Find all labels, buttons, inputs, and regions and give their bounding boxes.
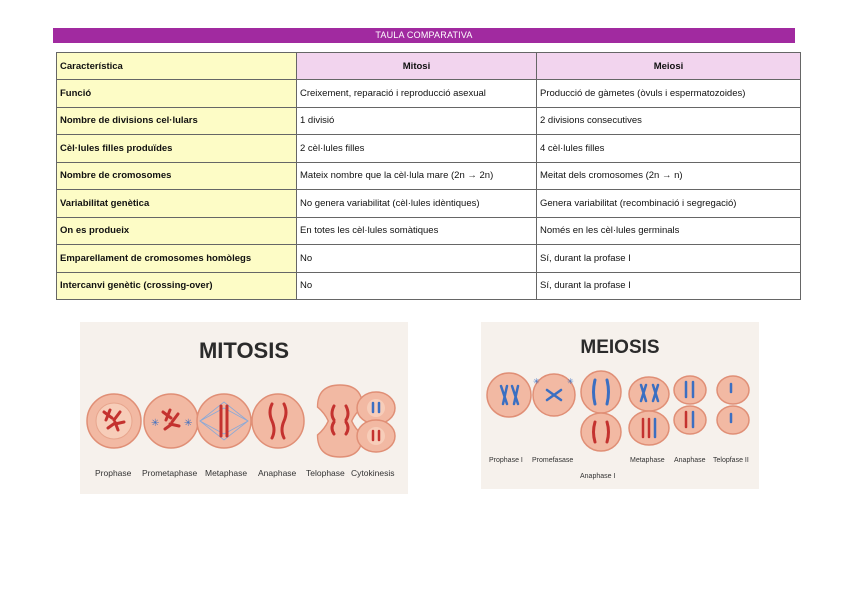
cell-promefasase [533, 374, 575, 416]
cell-telophase [318, 385, 363, 457]
header-mitosis: Mitosi [297, 53, 537, 80]
meiosis-cell: 2 divisions consecutives [537, 107, 801, 135]
row-label: Nombre de divisions cel·lulars [57, 107, 297, 135]
cell-metaphase-top [629, 377, 669, 411]
stage-label: Prophase I [489, 457, 523, 464]
cell-metaphase [197, 394, 251, 448]
cell-anaphase-i-top [581, 371, 621, 413]
cell-anaphase-i-bottom [581, 413, 621, 451]
row-label: Cèl·lules filles produïdes [57, 135, 297, 163]
mitosis-title: MITOSIS [198, 338, 290, 363]
stage-label: Cytokinesis [351, 468, 395, 478]
cell-metaphase-bottom [629, 411, 669, 445]
row-label: Funció [57, 80, 297, 108]
table-row [57, 80, 801, 108]
stage-label: Anaphase [674, 457, 706, 464]
meiosis-cell: Genera variabilitat (recombinació i segregació) [537, 190, 801, 218]
svg-text:✳: ✳ [184, 418, 193, 429]
table-row [57, 245, 801, 273]
row-label: Emparellament de cromosomes homòlegs [57, 245, 297, 273]
table-row [57, 272, 801, 300]
row-label: Intercanvi genètic (crossing-over) [57, 272, 297, 300]
cell-telopfase-bottom [717, 406, 749, 434]
cell-prophase-i [487, 373, 531, 417]
meiosis-cell: Producció de gàmetes (òvuls i espermatozoides) [537, 80, 801, 108]
mitosis-diagram [80, 322, 408, 494]
row-label: Variabilitat genètica [57, 190, 297, 218]
row-label: On es produeix [57, 217, 297, 245]
mitosis-cell: No [297, 245, 537, 273]
mitosis-cell: No genera variabilitat (cèl·lules idèntiques) [297, 190, 537, 218]
row-label: Nombre de cromosomes [57, 162, 297, 190]
mitosis-cell: Mateix nombre que la cèl·lula mare (2n → 2n) [297, 162, 537, 190]
cell-cytokinesis [357, 392, 395, 452]
svg-text:✳: ✳ [567, 377, 574, 386]
stage-label: Promefasase [532, 457, 574, 464]
table-row [57, 135, 801, 163]
meiosis-cell: Només en les cèl·lules germinals [537, 217, 801, 245]
table-row [57, 107, 801, 135]
mitosis-cell: En totes les cèl·lules somàtiques [297, 217, 537, 245]
cell-anaphase [252, 394, 304, 448]
table-row [57, 162, 801, 190]
stage-label: Metaphase [630, 457, 665, 464]
mitosis-cell: 2 cèl·lules filles [297, 135, 537, 163]
comparison-table [56, 52, 801, 300]
stage-label: Prometaphase [142, 468, 198, 478]
meiosis-cell: Meitat dels cromosomes (2n → n) [537, 162, 801, 190]
svg-text:✳: ✳ [533, 377, 540, 386]
meiosis-cell: Sí, durant la profase I [537, 272, 801, 300]
table-header-row [57, 53, 801, 80]
cell-telopfase-top [717, 376, 749, 404]
stage-label: Telophase [306, 468, 345, 478]
stage-label: Telopfase II [713, 457, 749, 464]
cell-prophase [87, 394, 141, 448]
table-banner: TAULA COMPARATIVA [53, 28, 795, 43]
stage-label: Anaphase [258, 468, 297, 478]
mitosis-cell: Creixement, reparació i reproducció asexual [297, 80, 537, 108]
table-row [57, 190, 801, 218]
header-meiosis: Meiosi [537, 53, 801, 80]
stage-label: Metaphase [205, 468, 248, 478]
meiosis-title: MEIOSIS [580, 337, 660, 358]
meiosis-cell: Sí, durant la profase I [537, 245, 801, 273]
mitosis-cell: No [297, 272, 537, 300]
stage-label: Prophase [95, 468, 132, 478]
cell-anaphase-top [674, 376, 706, 404]
meiosis-diagram [481, 322, 759, 489]
table-row [57, 217, 801, 245]
meiosis-cell: 4 cèl·lules filles [537, 135, 801, 163]
cell-anaphase-bottom [674, 406, 706, 434]
header-feature: Característica [57, 53, 297, 80]
cell-prometaphase [144, 394, 198, 448]
stage-label: Anaphase I [580, 473, 616, 480]
mitosis-cell: 1 divisió [297, 107, 537, 135]
svg-text:✳: ✳ [151, 418, 160, 429]
